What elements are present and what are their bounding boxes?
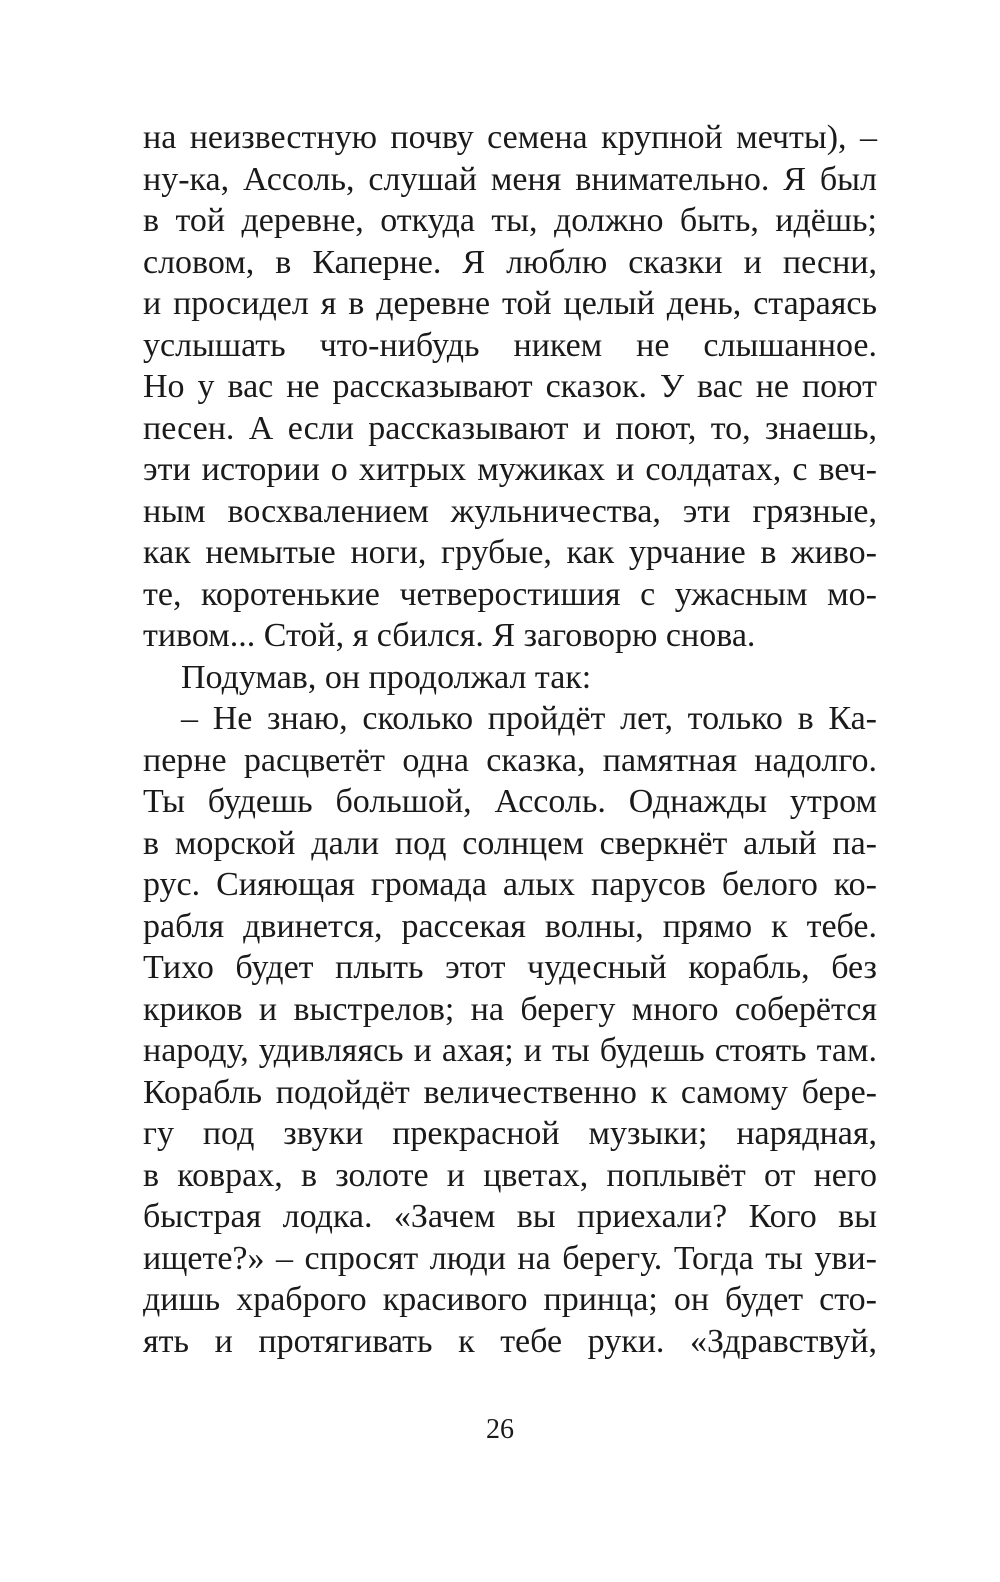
text-line: гу под звуки прекрасной музыки; нарядная, — [143, 1115, 877, 1152]
text-line: перне расцветёт одна сказка, памятная надолго. — [143, 741, 877, 779]
text-line: народу, удивляясь и ахая; и ты будешь стоять там. — [143, 1032, 877, 1069]
text-line: рабля двинется, рассекая волны, прямо к тебе. — [143, 907, 877, 945]
text-line: словом, в Каперне. Я люблю сказки и песни, — [143, 243, 877, 281]
page-number: 26 — [486, 1414, 514, 1445]
text-line: и просидел я в деревне той целый день, стараясь — [143, 285, 877, 322]
text-line: Но у вас не рассказывают сказок. У вас не поют — [143, 368, 877, 405]
text-line: в коврах, в золоте и цветах, поплывёт от него — [143, 1156, 877, 1194]
text-line: Ты будешь большой, Ассоль. Однажды утром — [143, 783, 877, 820]
text-line: Корабль подойдёт величественно к самому бере- — [143, 1073, 877, 1111]
text-line: эти истории о хитрых мужиках и солдатах, с веч- — [143, 451, 877, 488]
text-line: Тихо будет плыть этот чудесный корабль, без — [143, 949, 877, 986]
text-line: в морской дали под солнцем сверкнёт алый па- — [143, 824, 877, 862]
text-line: ять и протягивать к тебе руки. «Здравствуй, — [143, 1322, 877, 1360]
text-line: Подумав, он продолжал так: — [181, 658, 592, 696]
text-line: услышать что-нибудь никем не слышанное. — [143, 326, 877, 364]
text-line: ным восхвалением жульничества, эти грязные, — [143, 492, 877, 530]
text-line: ищете?» – спросят люди на берегу. Тогда ты уви- — [143, 1239, 877, 1277]
text-line: рус. Сияющая громада алых парусов белого ко- — [143, 866, 877, 903]
text-line: дишь храброго красивого принца; он будет сто- — [143, 1281, 877, 1318]
text-line: на неизвестную почву семена крупной мечты), – — [143, 119, 877, 156]
text-line: – Не знаю, сколько пройдёт лет, только в Ка- — [181, 700, 877, 737]
text-line: быстрая лодка. «Зачем вы приехали? Кого вы — [143, 1198, 877, 1235]
text-line: те, коротенькие четверостишия с ужасным мо- — [143, 575, 877, 613]
text-line: как немытые ноги, грубые, как урчание в живо- — [143, 534, 877, 571]
text-line: тивом... Стой, я сбился. Я заговорю снова. — [143, 617, 756, 654]
page-body-text — [143, 117, 877, 1362]
text-line: криков и выстрелов; на берегу много соберётся — [143, 990, 877, 1028]
text-line: ну-ка, Ассоль, слушай меня внимательно. Я был — [143, 160, 877, 198]
text-line: песен. А если рассказывают и поют, то, знаешь, — [143, 409, 877, 447]
text-line: в той деревне, откуда ты, должно быть, идёшь; — [143, 202, 877, 239]
